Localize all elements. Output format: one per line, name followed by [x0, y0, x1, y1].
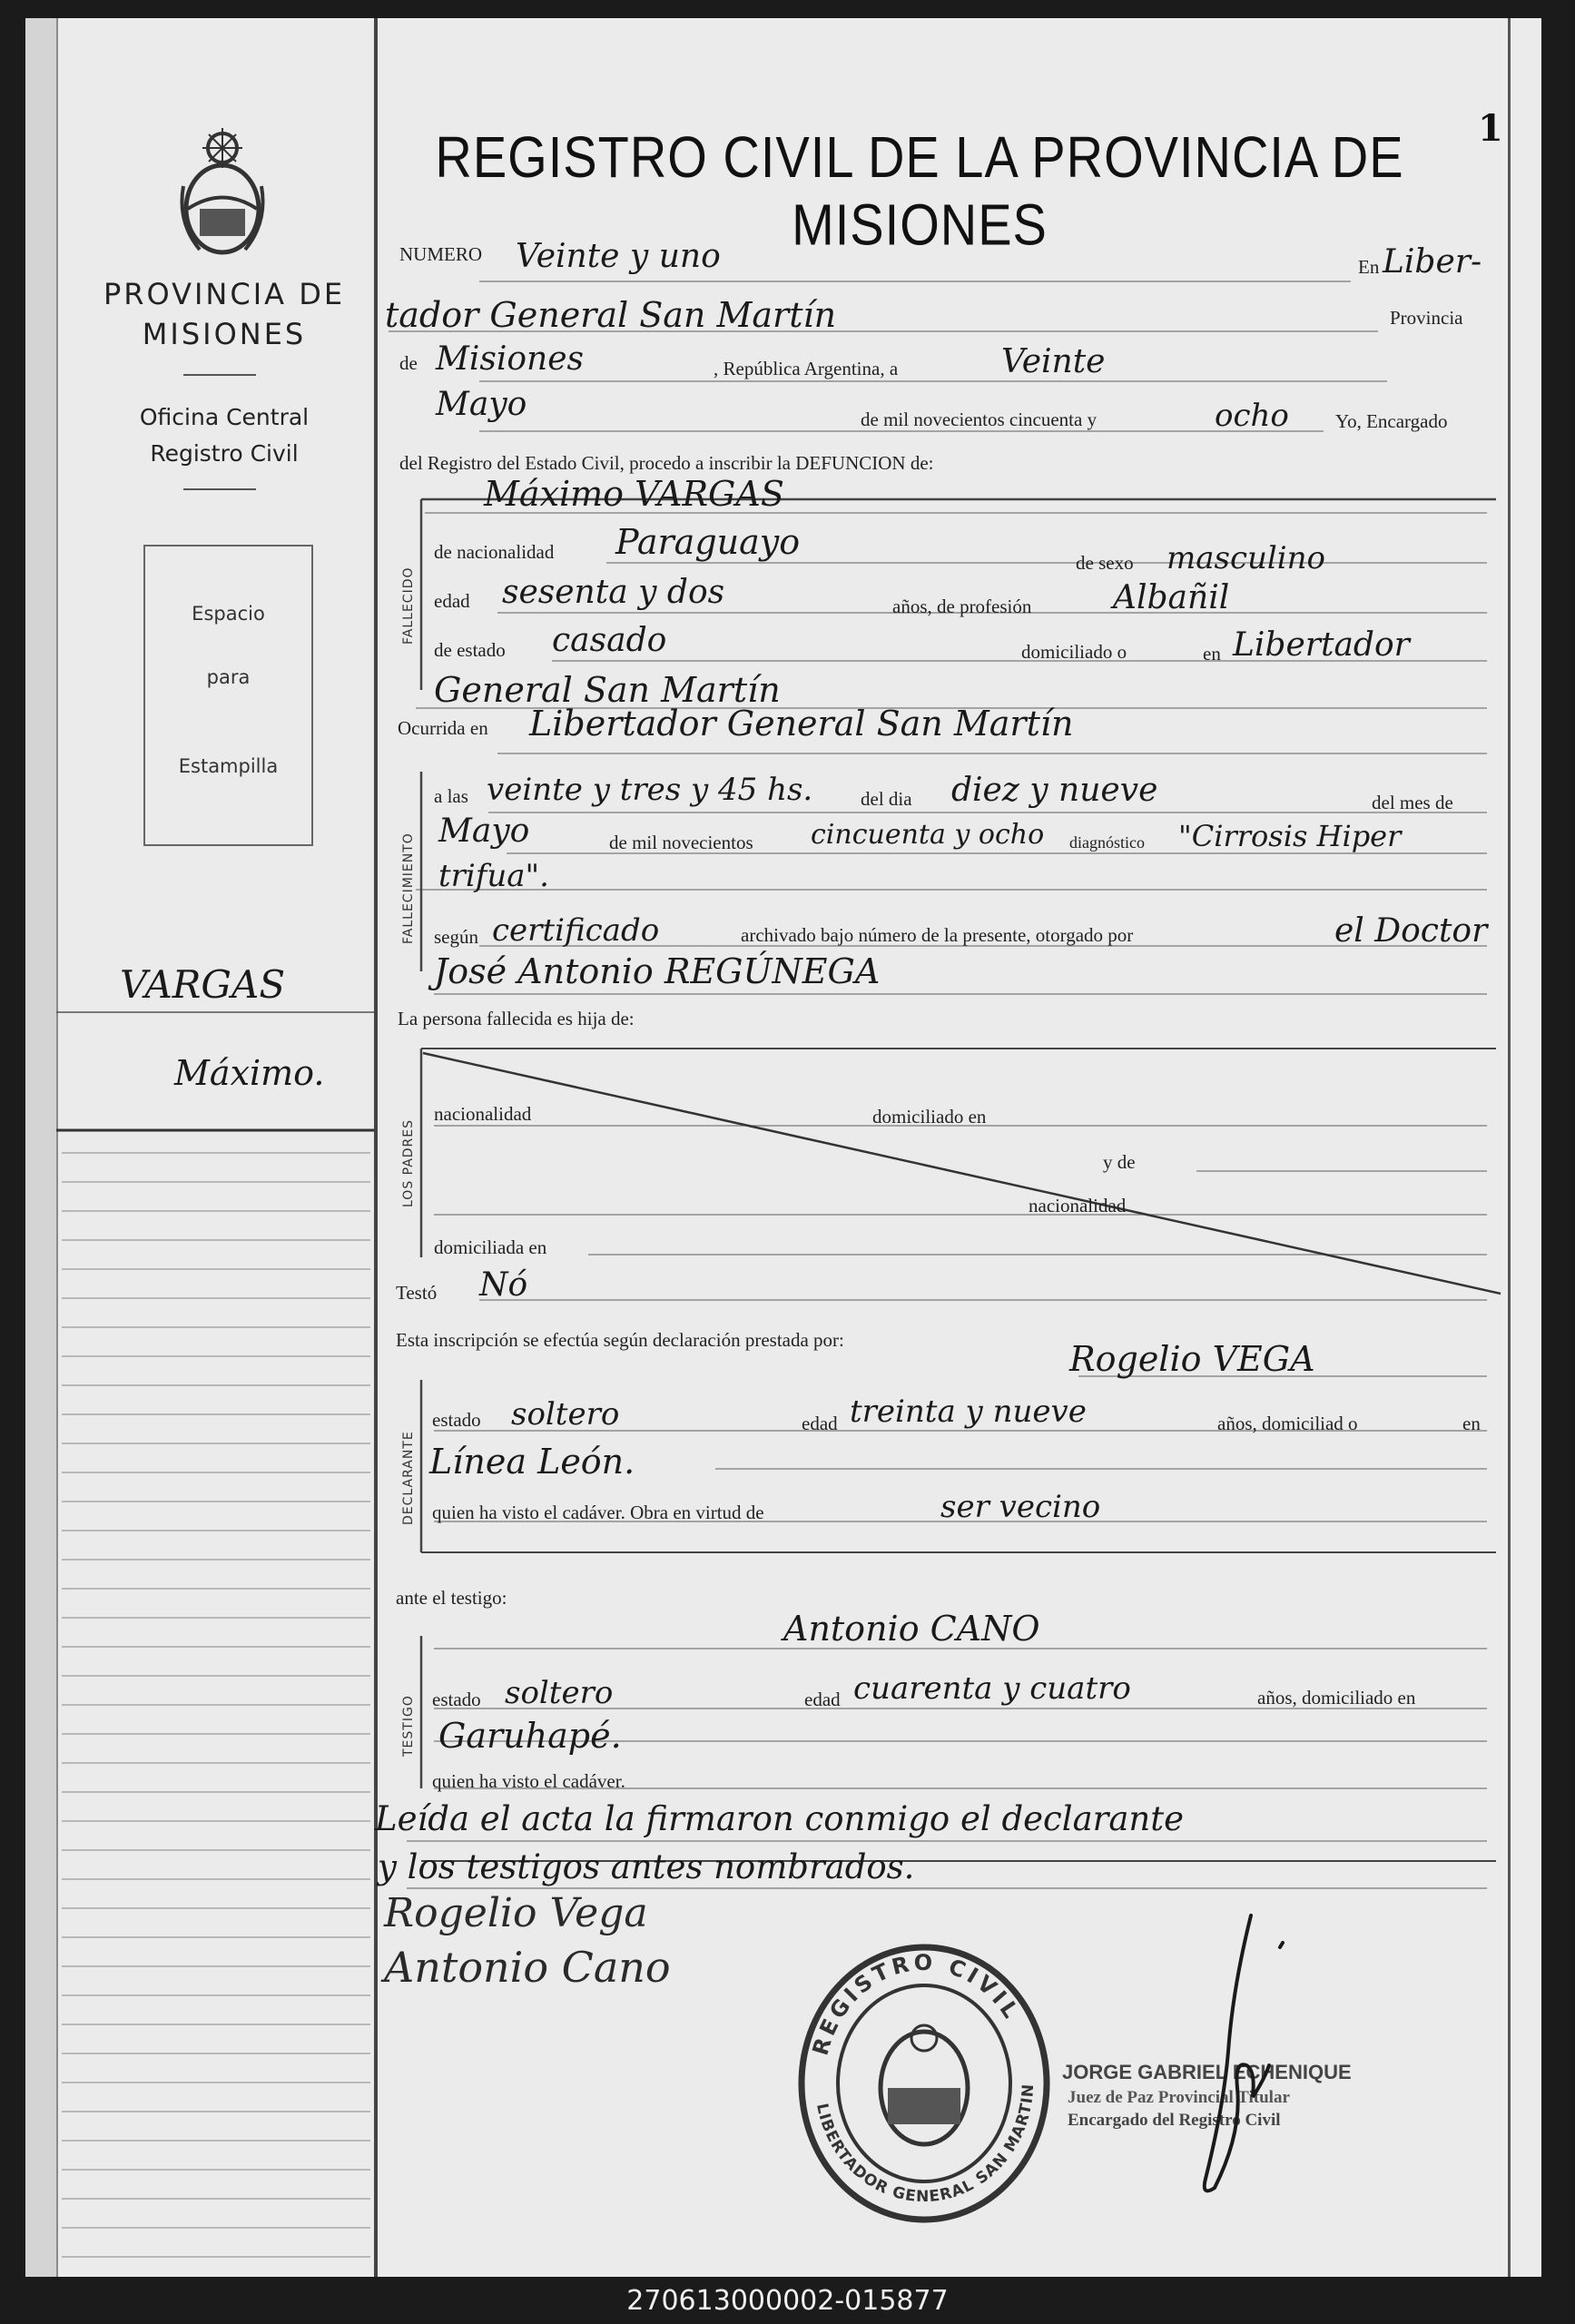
entry-hora: veinte y tres y 45 hs. [487, 772, 813, 808]
label-domiciliado: domiciliado o [1021, 641, 1127, 663]
label-sexo: de sexo [1076, 552, 1134, 574]
label-domiciliada: domiciliada en [434, 1236, 547, 1258]
judge-name: JORGE GABRIEL ECHENIQUE [1062, 2061, 1352, 2083]
label-del-registro: del Registro del Estado Civil, procedo a inscribir la DEFUNCION de: [399, 452, 934, 474]
entry-diagnostico-1: "Cirrosis Hiper [1178, 819, 1402, 853]
label-provincia: Provincia [1390, 307, 1463, 329]
document-id: 270613000002-015877 [626, 2285, 949, 2317]
label-anos-profesion: años, de profesión [892, 596, 1032, 617]
label-estado2: estado [432, 1409, 481, 1431]
seal-inner-text: LIBERTADOR GENERAL SAN MARTIN [812, 2083, 1039, 2207]
label-anos-domiciliado: años, domiciliad o [1217, 1413, 1358, 1434]
entry-otorgado-1: el Doctor [1334, 912, 1488, 950]
entry-declarante-virtud: ser vecino [940, 1489, 1101, 1525]
label-hija-de: La persona fallecida es hija de: [398, 1008, 635, 1029]
entry-domicilio-2: General San Martín [434, 670, 781, 710]
entry-dia-fallecimiento: diez y nueve [951, 772, 1158, 809]
page-number: 1 [1478, 107, 1503, 150]
entry-domicilio-1: Libertador [1233, 626, 1410, 664]
office-line-1: Oficina Central [139, 404, 310, 430]
label-ante-testigo: ante el testigo: [396, 1587, 507, 1609]
label-y-de: y de [1103, 1151, 1136, 1173]
side-label-padres: LOS PADRES [401, 1118, 416, 1207]
entry-testigo-edad: cuarenta y cuatro [853, 1670, 1131, 1707]
entry-cierre-2: y los testigos antes nombrados. [378, 1847, 915, 1886]
label-a-las: a las [434, 785, 468, 807]
entry-dia: Veinte [1001, 343, 1106, 380]
entry-testigo: Antonio CANO [783, 1609, 1040, 1649]
registry-seal-icon [788, 1938, 1060, 2229]
entry-mes: Mayo [436, 386, 527, 423]
label-padres-nacionalidad2: nacionalidad [1029, 1195, 1127, 1216]
label-archivado: archivado bajo número de la presente, otorgado por [741, 924, 1134, 946]
entry-declarante-domicilio: Línea León. [429, 1442, 635, 1482]
label-de-mil: de mil novecientos cincuenta y [861, 409, 1098, 430]
label-edad2: edad [802, 1413, 838, 1434]
judge-title: Juez de Paz Provincial Titular [1068, 2088, 1290, 2107]
entry-lugar-2: tador General San Martín [385, 295, 837, 335]
judge-signature-icon [1178, 1906, 1305, 2215]
label-estado: de estado [434, 639, 506, 661]
label-padres-nacionalidad: nacionalidad [434, 1103, 532, 1125]
side-label-fallecido: FALLECIDO [401, 566, 416, 645]
stamp-label-2: para [206, 666, 251, 688]
label-quien-visto2: quien ha visto el cadáver. [432, 1770, 625, 1792]
stamp-label-1: Espacio [192, 603, 265, 625]
side-label-fallecimiento: FALLECIMIENTO [401, 832, 416, 944]
label-en3: en [1462, 1413, 1481, 1434]
margin-given-name: Máximo. [174, 1053, 325, 1093]
entry-estado: casado [552, 622, 667, 659]
entry-declarante-estado: soltero [511, 1396, 620, 1433]
entry-provincia: Misiones [436, 340, 585, 378]
province-heading: PROVINCIA DE MISIONES [103, 277, 346, 351]
entry-ano: ocho [1215, 398, 1289, 434]
entry-mes-fallecimiento: Mayo [438, 812, 530, 850]
cancellation-line [423, 1053, 1501, 1294]
judge-role: Encargado del Registro Civil [1068, 2111, 1281, 2130]
label-padres-domiciliado: domiciliado en [872, 1106, 987, 1128]
entry-ocurrida: Libertador General San Martín [529, 704, 1074, 743]
entry-diagnostico-2: trifua". [438, 858, 549, 894]
label-edad3: edad [804, 1689, 841, 1710]
entry-certificado: certificado [492, 912, 660, 949]
label-republica: , República Argentina, a [714, 358, 899, 379]
entry-profesion: Albañil [1113, 579, 1230, 616]
entry-edad: sesenta y dos [502, 574, 725, 611]
label-de-mil-nov: de mil novecientos [609, 832, 753, 853]
margin-surname: VARGAS [120, 962, 286, 1007]
label-estado3: estado [432, 1689, 481, 1710]
label-del-dia: del dia [861, 788, 912, 810]
entry-otorgado-2: José Antonio REGÚNEGA [434, 951, 881, 991]
label-anos-domiciliado2: años, domiciliado en [1257, 1687, 1416, 1709]
svg-text:REGISTRO CIVIL [808, 1950, 1026, 2058]
entry-testigo-estado: soltero [505, 1675, 614, 1711]
entry-testo: Nó [479, 1266, 528, 1304]
entry-nacionalidad: Paraguayo [615, 522, 801, 562]
label-testo: Testó [396, 1282, 438, 1304]
entry-declarante-edad: treinta y nueve [850, 1393, 1087, 1430]
entry-fallecido-nombre: Máximo VARGAS [484, 474, 784, 514]
register-page [25, 18, 1541, 2277]
entry-ano-fallecimiento: cincuenta y ocho [811, 819, 1045, 851]
office-line-2: Registro Civil [150, 440, 299, 467]
side-label-testigo: TESTIGO [401, 1695, 416, 1757]
label-segun: según [434, 926, 478, 948]
label-numero: NUMERO [399, 243, 483, 265]
label-yo-encargado: Yo, Encargado [1335, 410, 1448, 432]
entry-testigo-domicilio: Garuhapé. [438, 1716, 622, 1756]
side-label-declarante: DECLARANTE [401, 1431, 416, 1525]
label-diagnostico: diagnóstico [1069, 833, 1145, 852]
entry-cierre-1: Leída el acta la firmaron conmigo el declarante [375, 1799, 1184, 1838]
entry-declarante: Rogelio VEGA [1069, 1339, 1315, 1379]
label-edad: edad [434, 590, 470, 612]
page-title: REGISTRO CIVIL DE LA PROVINCIA DE MISIONES [435, 123, 1404, 258]
label-en: En [1358, 256, 1380, 278]
label-quien-visto: quien ha visto el cadáver. Obra en virtud de [432, 1502, 764, 1523]
label-nacionalidad: de nacionalidad [434, 541, 555, 563]
label-de: de [399, 352, 418, 374]
label-del-mes: del mes de [1372, 792, 1453, 813]
signature-testigo: Antonio Cano [384, 1943, 671, 1992]
entry-numero: Veinte y uno [516, 238, 721, 275]
label-en2: en [1203, 643, 1221, 665]
label-inscripcion: Esta inscripción se efectúa según declaración prestada por: [396, 1329, 844, 1351]
entry-lugar-1: Liber- [1383, 243, 1482, 281]
entry-sexo: masculino [1166, 540, 1326, 576]
seal-outer-text: REGISTRO CIVIL [807, 1949, 1026, 2059]
label-ocurrida: Ocurrida en [398, 717, 488, 739]
stamp-label-3: Estampilla [178, 755, 279, 777]
signature-declarante: Rogelio Vega [384, 1890, 648, 1936]
